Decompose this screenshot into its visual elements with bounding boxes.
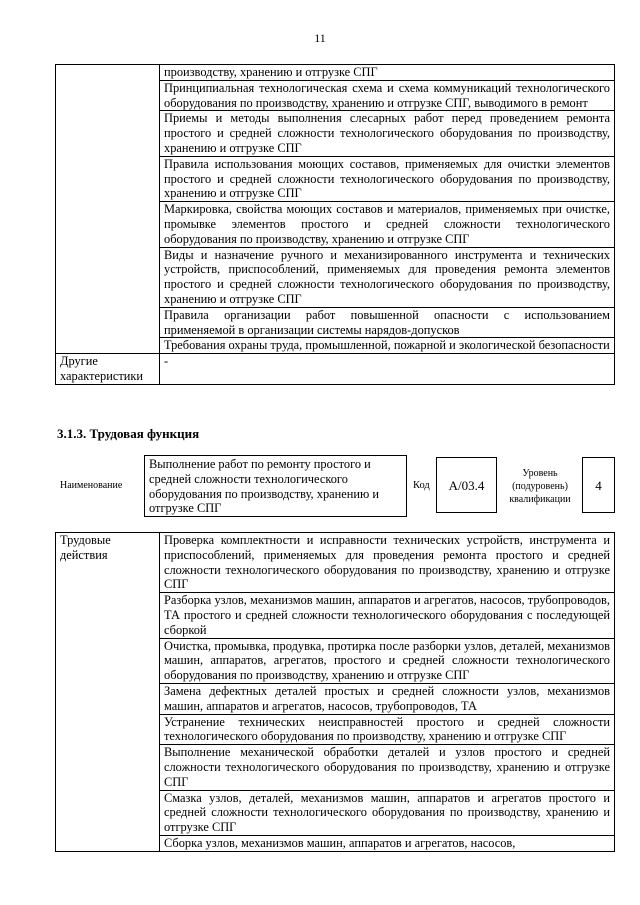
other-characteristics-label: Другие характеристики	[56, 354, 160, 385]
table-row: Проверка комплектности и исправности технических устройств, инструмента и приспособлений, применяемых для проведения ремонта простого и средней сложности технологического оборудования по производству, хранению и отгрузке СПГ	[160, 533, 615, 593]
code-value-box: A/03.4	[436, 457, 497, 513]
empty-label-cell	[56, 65, 160, 354]
labor-actions-label: Трудовые действия	[56, 533, 160, 852]
name-label: Наименование	[60, 480, 123, 491]
section-title: 3.1.3. Трудовая функция	[57, 426, 200, 441]
table-row: производству, хранению и отгрузке СПГ	[160, 65, 615, 81]
code-label: Код	[413, 480, 430, 491]
labor-actions-table	[55, 532, 615, 852]
table-row: Очистка, промывка, продувка, протирка после разборки узлов, деталей, механизмов машин, аппаратов, агрегатов, простого и средней сложности технологического оборудования по производству, хранению и отгрузке СПГ	[160, 638, 615, 683]
page-number: 11	[314, 31, 326, 45]
table-row: Принципиальная технологическая схема и схема коммуникаций технологического оборудования по производству, хранению и отгрузке СПГ, выводимого в ремонт	[160, 80, 615, 111]
knowledge-table-continued	[55, 64, 615, 385]
other-characteristics-value: -	[160, 354, 615, 385]
qualification-level-label: Уровень (подуровень) квалификации	[509, 468, 571, 505]
table-row: Устранение технических неисправностей простого и средней сложности технологического оборудования по производству, хранению и отгрузке СПГ	[160, 714, 615, 745]
table-row: Замена дефектных деталей простых и средней сложности узлов, механизмов машин, аппаратов и агрегатов, насосов, трубопроводов, ТА	[160, 683, 615, 714]
function-name-box: Выполнение работ по ремонту простого и средней сложности технологического оборудования по производству, хранению и отгрузке СПГ	[144, 455, 407, 517]
table-row: Маркировка, свойства моющих составов и материалов, применяемых при очистке, промывке элементов простого и средней сложности технологического оборудования по производству, хранению и отгрузке СПГ	[160, 202, 615, 247]
table-row: Требования охраны труда, промышленной, пожарной и экологической безопасности	[160, 338, 615, 354]
table-row: Правила организации работ повышенной опасности с использованием применяемой в организации системы нарядов-допусков	[160, 307, 615, 338]
qualification-level-box: 4	[582, 457, 615, 513]
table-row: Сборка узлов, механизмов машин, аппаратов и агрегатов, насосов,	[160, 835, 615, 851]
table-row: Правила использования моющих составов, применяемых для очистки элементов простого и средней сложности технологического оборудования по производству, хранению и отгрузке СПГ	[160, 156, 615, 201]
table-row: Смазка узлов, деталей, механизмов машин, аппаратов и агрегатов простого и средней сложности технологического оборудования по производству, хранению и отгрузке СПГ	[160, 790, 615, 835]
table-row: Разборка узлов, механизмов машин, аппаратов и агрегатов, насосов, трубопроводов, ТА простого и средней сложности технологического оборудования с последующей сборкой	[160, 593, 615, 638]
table-row: Выполнение механической обработки деталей и узлов простого и средней сложности технологического оборудования по производству, хранению и отгрузке СПГ	[160, 745, 615, 790]
table-row: Виды и назначение ручного и механизированного инструмента и технических устройств, приспособлений, применяемых для проведения ремонта элементов простого и средней сложности технологического оборудования по производству, хранению и отгрузке СПГ	[160, 247, 615, 307]
table-row: Приемы и методы выполнения слесарных работ перед проведением ремонта простого и средней сложности технологического оборудования по производству, хранению и отгрузке СПГ	[160, 111, 615, 156]
